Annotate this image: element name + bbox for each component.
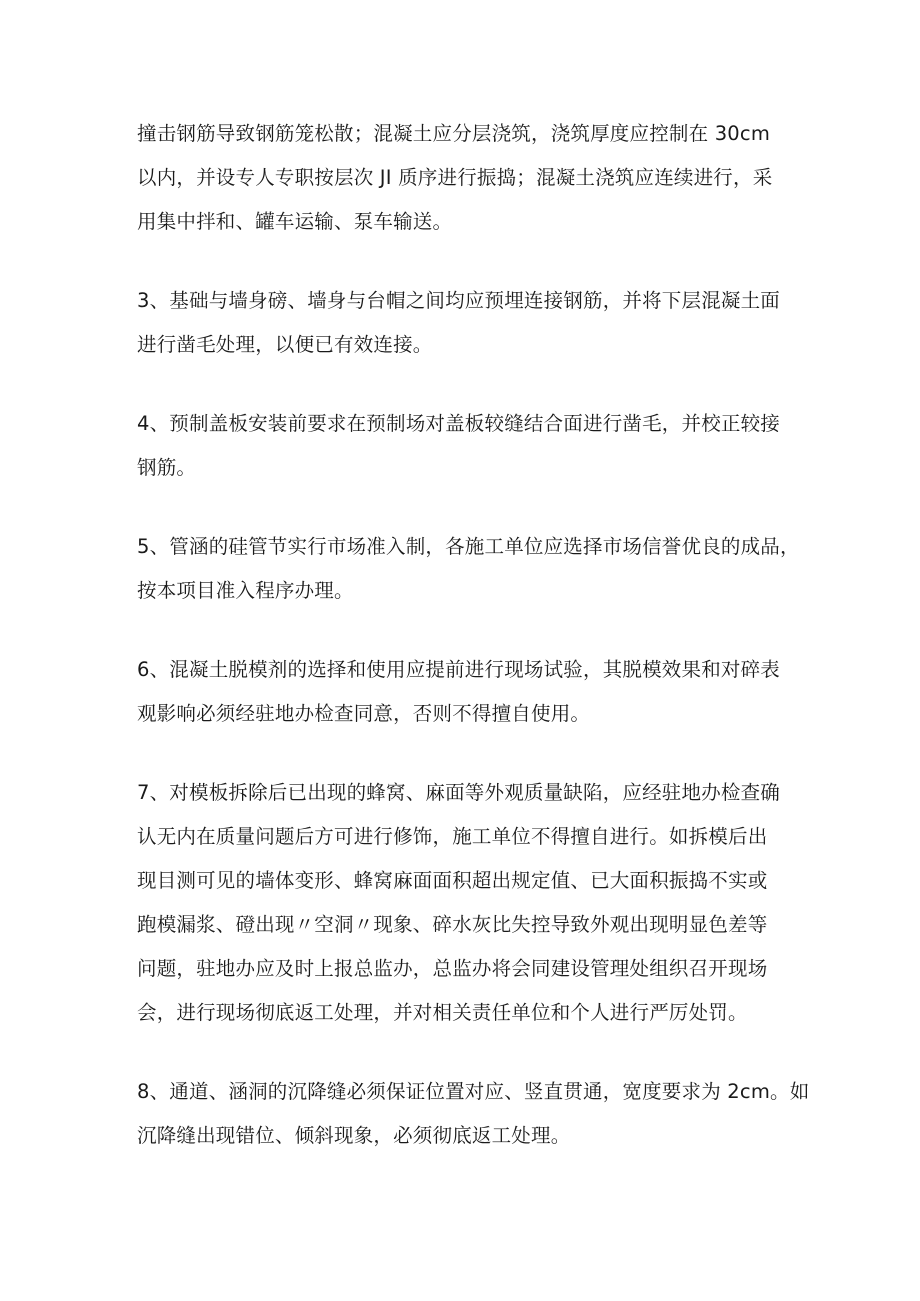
document-body	[137, 112, 810, 1158]
paragraph-item-3	[137, 279, 789, 367]
text-line: 3、基础与墙身磅、墙身与台帽之间均应预埋连接钢筋，并将下层混凝土面	[137, 289, 781, 312]
text-line: 跑模漏浆、磴出现〃空洞〃现象、碎水灰比失控导致外观出现明显色差等	[137, 913, 768, 936]
paragraph-item-6	[137, 648, 789, 736]
text-line: 观影响必须经驻地办检查同意，否则不得擅自使用。	[137, 702, 591, 725]
paragraph-continuation	[137, 112, 789, 244]
paragraph-item-8	[137, 1070, 810, 1158]
text-line: 认无内在质量问题后方可进行修饰，施工单位不得擅自进行。如拆模后出	[137, 825, 768, 848]
text-line: 问题，驻地办应及时上报总监办，总监办将会同建设管理处组织召开现场	[137, 957, 768, 980]
text-line: 8、通道、涵洞的沉降缝必须保证位置对应、竖直贯通，宽度要求为 2cm。如	[137, 1080, 810, 1103]
text-line: 沉降缝出现错位、倾斜现象，必须彻底返工处理。	[137, 1124, 571, 1147]
paragraph-item-4	[137, 402, 789, 490]
text-line: 6、混凝土脱模剂的选择和使用应提前进行现场试验，其脱模效果和对碎表	[137, 658, 781, 681]
text-line: 会，进行现场彻底返工处理，并对相关责任单位和个人进行严厉处罚。	[137, 1001, 748, 1024]
text-line: 用集中拌和、罐车运输、泵车输送。	[137, 210, 453, 233]
paragraph-item-5	[137, 525, 800, 613]
text-line: 撞击钢筋导致钢筋笼松散；混凝土应分层浇筑，浇筑厚度应控制在 30cm	[137, 122, 771, 145]
text-line: 按本项目准入程序办理。	[137, 579, 354, 602]
text-line: 进行凿毛处理，以便已有效连接。	[137, 333, 433, 356]
text-line: 5、管涵的硅管节实行市场准入制，各施工单位应选择市场信誉优良的成品，	[137, 535, 800, 558]
text-line: 以内，并设专人专职按层次 JI 质序进行振捣；混凝土浇筑应连续进行，采	[137, 166, 773, 189]
text-line: 钢筋。	[137, 456, 197, 479]
text-line: 7、对模板拆除后已出现的蜂窝、麻面等外观质量缺陷，应经驻地办检查确	[137, 781, 781, 804]
text-line: 4、预制盖板安装前要求在预制场对盖板较缝结合面进行凿毛，并校正较接	[137, 412, 781, 435]
paragraph-item-7	[137, 771, 789, 1035]
text-line: 现目测可见的墙体变形、蜂窝麻面面积超出规定值、已大面积振捣不实或	[137, 869, 768, 892]
